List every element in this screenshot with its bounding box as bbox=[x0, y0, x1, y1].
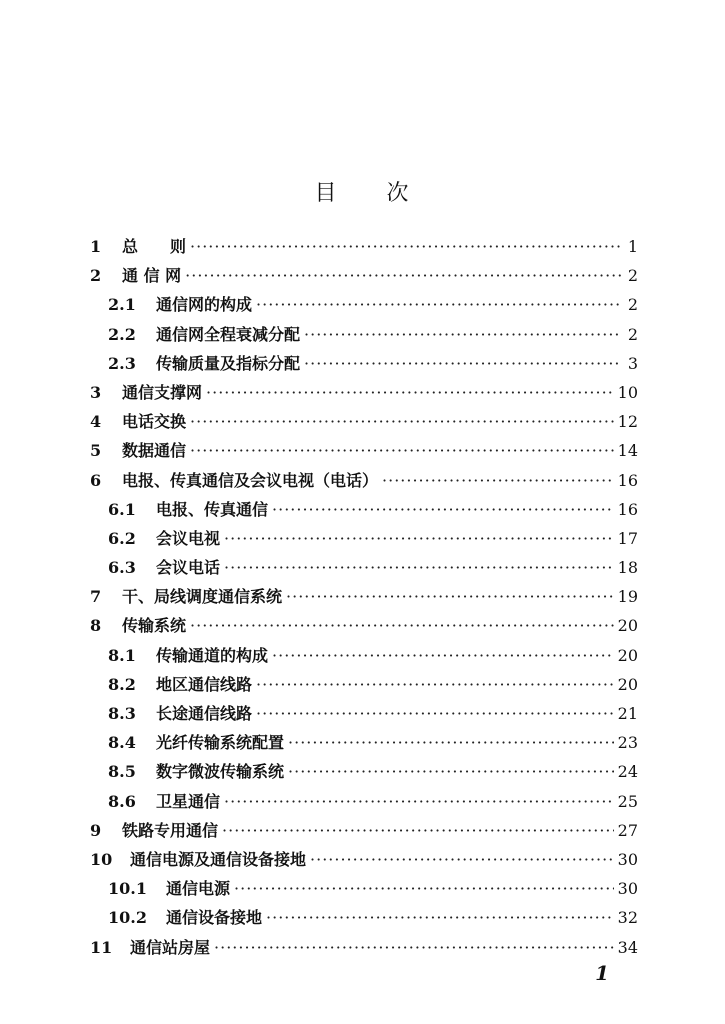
toc-entry-page: 23 bbox=[617, 733, 638, 753]
toc-entry-label: 传输系统 bbox=[122, 616, 187, 636]
toc-entry-label: 电话交换 bbox=[122, 412, 187, 432]
toc-entry[interactable] bbox=[90, 699, 638, 728]
toc-entry-label: 通信网的构成 bbox=[156, 295, 253, 315]
toc-entry-label: 通信支撑网 bbox=[122, 382, 203, 402]
toc-leader-dots bbox=[310, 845, 614, 874]
toc-entry-number: 8.5 bbox=[108, 762, 136, 782]
toc-entry-number: 2.1 bbox=[108, 295, 136, 315]
toc-entry-label: 地区通信线路 bbox=[156, 674, 253, 694]
toc-entry-page: 25 bbox=[617, 791, 638, 811]
toc-entry-label: 长途通信线路 bbox=[156, 704, 253, 723]
toc-entry-label: 电报、传真通信及会议电视（电话） bbox=[122, 470, 379, 490]
toc-entry-page: 16 bbox=[617, 470, 638, 490]
toc-entry-label: 会议电视 bbox=[156, 528, 221, 548]
toc-leader-dots bbox=[256, 670, 614, 699]
toc-entry-label: 卫星通信 bbox=[156, 791, 221, 811]
toc-entry-page: 20 bbox=[617, 616, 638, 636]
toc-entry[interactable] bbox=[90, 349, 638, 378]
toc-leader-dots bbox=[224, 787, 614, 816]
toc-entry[interactable] bbox=[90, 407, 638, 436]
toc-leader-dots bbox=[286, 582, 614, 611]
toc-entry[interactable] bbox=[90, 261, 638, 290]
toc-entry-number: 8 bbox=[90, 616, 102, 636]
toc-entry-page: 10 bbox=[617, 382, 638, 402]
toc-entry-number: 8.3 bbox=[108, 704, 136, 723]
toc-entry[interactable] bbox=[90, 728, 638, 757]
toc-entry-number: 8.1 bbox=[108, 645, 136, 665]
toc-entry-label: 数字微波传输系统 bbox=[156, 762, 285, 782]
toc-entry[interactable] bbox=[90, 290, 638, 319]
toc-entry[interactable] bbox=[90, 903, 638, 932]
toc-entry-page: 32 bbox=[617, 908, 638, 928]
toc-entry[interactable] bbox=[90, 611, 638, 640]
toc-entry-number: 10 bbox=[90, 849, 113, 869]
toc-leader-dots bbox=[272, 641, 614, 670]
title-char-2: 次 bbox=[386, 181, 411, 206]
toc-entry[interactable] bbox=[90, 670, 638, 699]
toc-leader-dots bbox=[234, 874, 614, 903]
toc-entry-number: 1 bbox=[90, 237, 102, 256]
toc-leader-dots bbox=[256, 290, 622, 319]
toc-entry-label: 数据通信 bbox=[122, 441, 187, 461]
toc-entry-number: 8.6 bbox=[108, 791, 136, 811]
toc-entry[interactable] bbox=[90, 816, 638, 845]
toc-entry-label: 干、局线调度通信系统 bbox=[122, 587, 283, 607]
toc-entry-number: 3 bbox=[90, 382, 102, 402]
toc-entry-page: 34 bbox=[617, 937, 638, 957]
toc-leader-dots bbox=[256, 699, 614, 728]
toc-entry-number: 7 bbox=[90, 587, 102, 607]
toc-entry[interactable] bbox=[90, 787, 638, 816]
toc-entry-label: 传输通道的构成 bbox=[156, 645, 269, 665]
toc-entry-page: 21 bbox=[617, 704, 638, 723]
toc-leader-dots bbox=[222, 816, 614, 845]
toc-leader-dots bbox=[206, 378, 614, 407]
toc-leader-dots bbox=[266, 903, 614, 932]
toc-entry-label: 传输质量及指标分配 bbox=[156, 353, 301, 373]
toc-entry-number: 9 bbox=[90, 820, 102, 840]
toc-entry[interactable] bbox=[90, 641, 638, 670]
toc-leader-dots bbox=[224, 553, 614, 582]
toc-entry-number: 5 bbox=[90, 441, 102, 461]
toc-entry-page: 12 bbox=[617, 412, 638, 432]
page-number: 1 bbox=[595, 961, 609, 985]
toc-entry-label: 通信站房屋 bbox=[130, 937, 211, 957]
toc-entry-label: 会议电话 bbox=[156, 558, 221, 578]
toc-entry[interactable] bbox=[90, 874, 638, 903]
toc-leader-dots bbox=[190, 611, 614, 640]
toc-entry-label: 通信电源 bbox=[166, 879, 231, 899]
toc-entry-page: 18 bbox=[617, 558, 638, 578]
toc-entry-number: 6.3 bbox=[108, 558, 136, 578]
toc-entry-number: 8.4 bbox=[108, 733, 136, 753]
toc-entry-page: 3 bbox=[627, 353, 638, 373]
toc-entry-page: 14 bbox=[617, 441, 638, 461]
toc-entry-page: 24 bbox=[617, 762, 638, 782]
toc-entry-number: 8.2 bbox=[108, 674, 136, 694]
toc-entry-number: 4 bbox=[90, 412, 102, 432]
toc-entry-page: 20 bbox=[617, 674, 638, 694]
toc-leader-dots bbox=[190, 436, 614, 465]
toc-leader-dots bbox=[185, 261, 622, 290]
toc-leader-dots bbox=[304, 320, 622, 349]
toc-entry-label: 通 信 网 bbox=[122, 266, 182, 286]
toc-entry-number: 2.2 bbox=[108, 324, 136, 344]
title-char-1: 目 bbox=[314, 181, 339, 206]
toc-leader-dots bbox=[304, 349, 622, 378]
toc-leader-dots bbox=[382, 466, 614, 495]
toc-entry[interactable] bbox=[90, 524, 638, 553]
toc-entry-page: 2 bbox=[627, 324, 638, 344]
toc-entry[interactable] bbox=[90, 495, 638, 524]
toc-leader-dots bbox=[190, 232, 622, 261]
toc-entry-number: 10.2 bbox=[108, 908, 147, 928]
toc-entry-label: 总 则 bbox=[122, 237, 187, 256]
toc-entry[interactable] bbox=[90, 757, 638, 786]
toc-entry-page: 2 bbox=[627, 295, 638, 315]
toc-entry[interactable] bbox=[90, 232, 638, 261]
table-of-contents bbox=[90, 232, 638, 962]
toc-entry-page: 19 bbox=[617, 587, 638, 607]
toc-entry-label: 通信电源及通信设备接地 bbox=[130, 849, 307, 869]
toc-leader-dots bbox=[190, 407, 614, 436]
toc-entry-number: 6 bbox=[90, 470, 102, 490]
toc-entry-page: 30 bbox=[617, 849, 638, 869]
toc-entry-number: 6.2 bbox=[108, 528, 136, 548]
toc-entry-label: 铁路专用通信 bbox=[122, 820, 219, 840]
toc-entry-page: 27 bbox=[617, 820, 638, 840]
toc-leader-dots bbox=[288, 728, 614, 757]
toc-entry-label: 通信网全程衰减分配 bbox=[156, 324, 301, 344]
toc-entry[interactable] bbox=[90, 845, 638, 874]
toc-entry-number: 10.1 bbox=[108, 879, 147, 899]
page-title bbox=[0, 176, 725, 207]
toc-entry-page: 2 bbox=[627, 266, 638, 286]
toc-entry-number: 2.3 bbox=[108, 353, 136, 373]
toc-entry[interactable] bbox=[90, 933, 638, 962]
toc-entry-number: 11 bbox=[90, 937, 113, 957]
toc-leader-dots bbox=[214, 933, 614, 962]
toc-entry-page: 20 bbox=[617, 645, 638, 665]
toc-entry-page: 30 bbox=[617, 879, 638, 899]
toc-entry-page: 1 bbox=[627, 237, 638, 256]
toc-leader-dots bbox=[288, 757, 614, 786]
toc-entry[interactable] bbox=[90, 378, 638, 407]
toc-entry-label: 电报、传真通信 bbox=[156, 499, 269, 519]
toc-entry[interactable] bbox=[90, 320, 638, 349]
toc-entry-page: 16 bbox=[617, 499, 638, 519]
toc-entry[interactable] bbox=[90, 436, 638, 465]
toc-entry-number: 6.1 bbox=[108, 499, 136, 519]
toc-leader-dots bbox=[272, 495, 614, 524]
toc-entry-label: 光纤传输系统配置 bbox=[156, 733, 285, 753]
toc-entry-number: 2 bbox=[90, 266, 102, 286]
toc-entry[interactable] bbox=[90, 553, 638, 582]
toc-entry-page: 17 bbox=[617, 528, 638, 548]
toc-entry[interactable] bbox=[90, 466, 638, 495]
toc-entry[interactable] bbox=[90, 582, 638, 611]
toc-entry-label: 通信设备接地 bbox=[166, 908, 263, 928]
toc-leader-dots bbox=[224, 524, 614, 553]
